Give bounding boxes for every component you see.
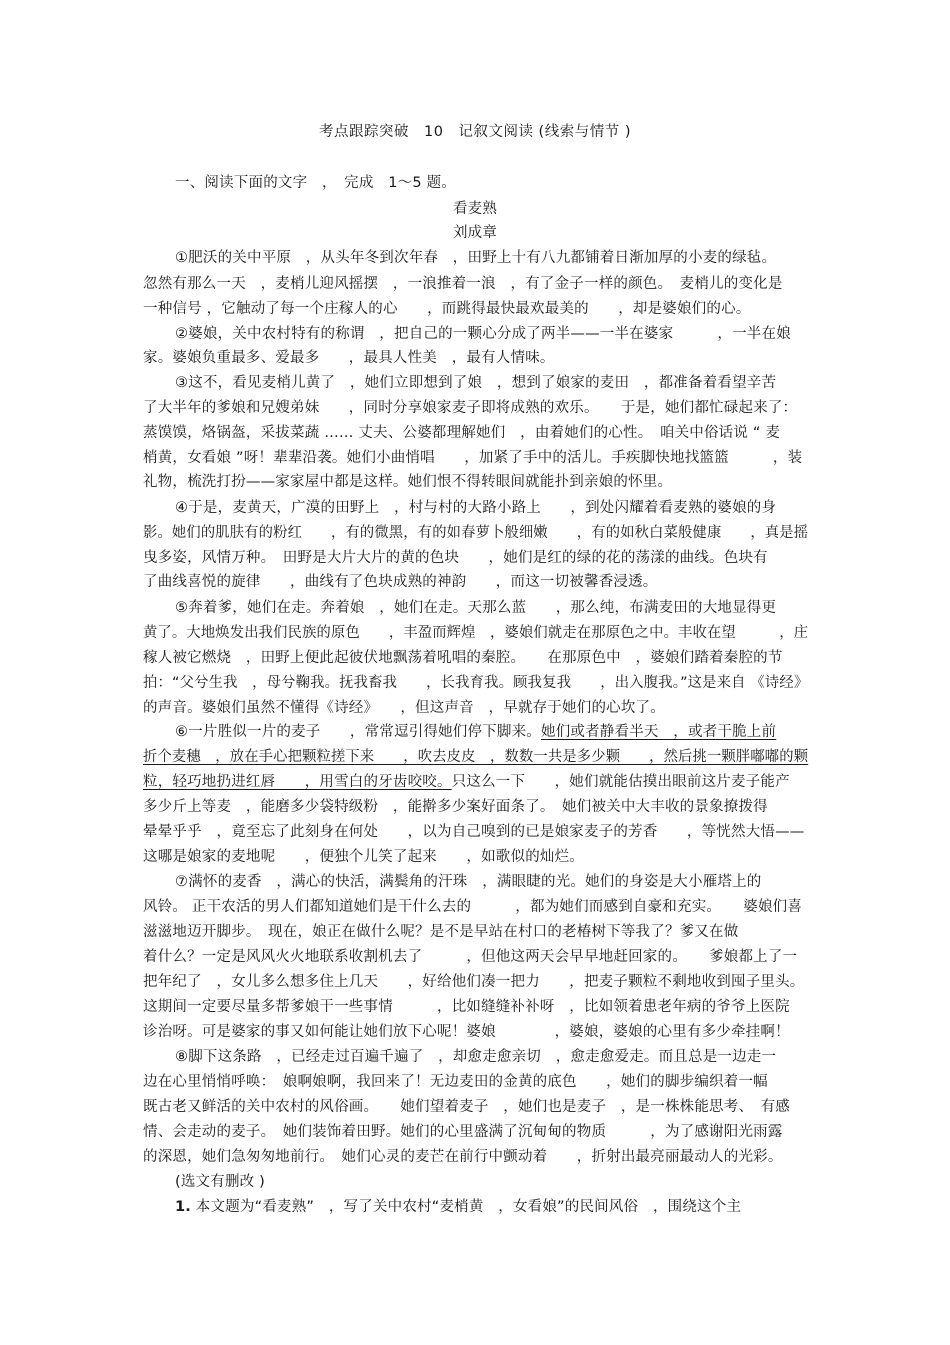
paragraph-line: ①肥沃的关中平原 ，从头年冬到次年春 ，田野上十有八九都铺着日渐加厚的小麦的绿毡。 xyxy=(175,250,777,266)
paragraph-line: 情、会走动的麦子。 她们装饰着田野。她们的心里盛满了沉甸甸的物质 ，为了感谢阳光雨露 xyxy=(143,1124,783,1140)
underlined-text: 她们或者静看半天 ，或者干脆上前 xyxy=(541,724,777,740)
section-instruction: 一、阅读下面的文字 ， 完成 1～5 题。 xyxy=(175,175,457,191)
page-title: 考点跟踪突破 10 记叙文阅读 (线索与情节 ) xyxy=(319,124,631,140)
paragraph-line: 黄了。大地焕发出我们民族的原色 ，丰盈而辉煌 ，婆娘们就走在那原色之中。丰收在望 ，庄 xyxy=(143,625,809,641)
underlined-line: 折个麦穗 ，放在手心把颗粒搓下来 ，吹去皮皮 ，数数一共是多少颗 ，然后挑一颗胖嘟嘟的颗 xyxy=(143,749,809,765)
question-text: 本文题为“看麦熟” ，写了关中农村“麦梢黄 ，女看娘”的民间风俗 ，围绕这个主 xyxy=(191,1199,742,1215)
paragraph-line: 晕晕乎乎 ，竟至忘了此刻身在何处 ，以为自己嗅到的已是娘家麦子的芳香 ，等恍然大悟—— xyxy=(143,824,805,840)
paragraph-line: 一种信号 ，它触动了每一个庄稼人的心 ，而跳得最快最欢最美的 ，却是婆娘们的心。 xyxy=(143,301,751,317)
paragraph-line: ⑦满怀的麦香 ，满心的快活，满鬓角的汗珠 ，满眼睫的光。她们的身姿是大小雁塔上的 xyxy=(175,874,762,890)
paragraph-line: 边在心里悄悄呼唤： 娘啊娘啊，我回来了！无边麦田的金黄的底色 ，她们的脚步编织着一幅 xyxy=(143,1074,768,1090)
paragraph-line: ⑤奔着爹，她们在走。奔着娘 ，她们在走。天那么蓝 ，那么纯，布满麦田的大地显得更 xyxy=(175,600,777,616)
question-1 xyxy=(175,1195,741,1216)
paragraph-line: 这期间一定要尽量多帮爹娘干一些事情 ，比如缝缝补补呀 ，比如领着患老年病的爷爷上医院 xyxy=(143,999,790,1015)
paragraph-line: 了大半年的爹娘和兄嫂弟妹 ，同时分享娘家麦子即将成熟的欢乐。 于是，她们都忙碌起来了： xyxy=(143,400,798,416)
article-title: 看麦熟 xyxy=(452,201,498,217)
paragraph-line: 多少斤上等麦 ，能磨多少袋特级粉 ，能擀多少案好面条了。 她们被关中大丰收的景象撩拨得 xyxy=(143,799,768,815)
paragraph-line: 家。婆娘负重最多、爱最多 ，最具人性美 ，最有人情味。 xyxy=(143,350,555,366)
paragraph-line: 了曲线喜悦的旋律 ，曲线有了色块成熟的神韵 ，而这一切被馨香浸透。 xyxy=(143,574,658,590)
paragraph-line: 拍：“父兮生我 ，母兮鞠我。抚我畜我 ，长我育我。顾我复我 ，出入腹我。”这是来自 《诗经》 xyxy=(143,675,809,691)
paragraph-line xyxy=(143,770,790,791)
line-text: ⑥一片胜似一片的麦子 ，常常逗引得她们停下脚来。 xyxy=(175,724,541,740)
paragraph-line: ④于是，麦黄天，广漠的田野上 ，村与村的大路小路上 ，到处闪耀着看麦熟的婆娘的身 xyxy=(175,500,777,516)
underlined-text: 粒，轻巧地扔进红唇 ，用雪白的牙齿咬咬。 xyxy=(143,774,452,790)
paragraph-line: 影。她们的肌肤有的粉红 ，有的微黑，有的如春萝卜般细嫩 ，有的如秋白菜般健康 ，真是摇 xyxy=(143,525,809,541)
source-note: (选文有删改 ) xyxy=(175,1174,266,1190)
paragraph-line xyxy=(175,720,776,741)
paragraph-line: 的声音。婆娘们虽然不懂得《诗经》 ，但这声音 ，早就存于她们的心坎了。 xyxy=(143,700,665,716)
paragraph-line: 礼物，梳洗打扮——家家屋中都是这样。她们恨不得转眼间就能扑到亲娘的怀里。 xyxy=(143,474,673,490)
paragraph-line: ②婆娘，关中农村特有的称谓 ，把自己的一颗心分成了两半——一半在婆家 ，一半在娘 xyxy=(175,326,791,342)
article-author: 刘成章 xyxy=(452,225,498,241)
paragraph-line: ③这不，看见麦梢儿黄了 ，她们立即想到了娘 ，想到了娘家的麦田 ，都准备着看望辛苦 xyxy=(175,375,777,391)
paragraph-line: 梢黄，女看娘 ”呀！辈辈沿袭。她们小曲悄唱 ，加紧了手中的活儿。手疾脚快地找篮篮 ，装 xyxy=(143,450,803,466)
paragraph-line: 着什么？一定是风风火火地联系收割机去了 ，但他这两天会早早地赶回家的。 爹娘都上了一 xyxy=(143,949,798,965)
paragraph-line: 稼人被它燃烧 ，田野上便此起彼伏地飘荡着吼唱的秦腔。 在那原色中 ，婆娘们踏着秦腔的节 xyxy=(143,650,783,666)
paragraph-line: 滋滋地迈开脚步。 现在，娘正在做什么呢？是不是早站在村口的老椿树下等我了？爹又在做 xyxy=(143,924,739,940)
paragraph-line: 诊治呀。可是婆家的事又如何能让她们放下心呢！婆娘 ，婆娘，婆娘的心里有多少牵挂啊！ xyxy=(143,1024,790,1040)
paragraph-line: 把年纪了 ，女儿多么想多住上几天 ，好给他们凑一把力 ，把麦子颗粒不剩地收到囤子里头。 xyxy=(143,974,805,990)
paragraph-line: 风铃。 正干农活的男人们都知道她们是干什么去的 ，都为她们而感到自豪和充实。 婆娘们喜 xyxy=(143,899,803,915)
question-number: 1. xyxy=(175,1199,191,1215)
paragraph-line: 曳多姿，风情万种。 田野是大片大片的黄的色块 ，她们是红的绿的花的荡漾的曲线。色块有 xyxy=(143,550,768,566)
line-text: 只这么一下 ，她们就能估摸出眼前这片麦子能产 xyxy=(451,774,790,790)
paragraph-line: 忽然有那么一天 ，麦梢儿迎风摇摆 ，一浪推着一浪 ，有了金子一样的颜色。 麦梢儿的变化是 xyxy=(143,276,783,292)
paragraph-line: 的深恩，她们急匆匆地前行。 她们心灵的麦芒在前行中颤动着 ，折射出最亮丽最动人的光彩。 xyxy=(143,1149,783,1165)
paragraph-line: 蒸馍馍，烙锅盔，采拔菜蔬 …… 丈夫、公婆都理解她们 ，由着她们的心性。 咱关中俗话说 “ 麦 xyxy=(143,425,781,441)
paragraph-line: 既古老又鲜活的关中农村的风俗画。 她们望着麦子 ，她们也是麦子 ，是一株株能思考、 有感 xyxy=(143,1099,790,1115)
paragraph-line: 这哪是娘家的麦地呢 ，便独个儿笑了起来 ，如歌似的灿烂。 xyxy=(143,849,584,865)
paragraph-line: ⑧脚下这条路 ，已经走过百遍千遍了 ，却愈走愈亲切 ，愈走愈爱走。而且总是一边走一 xyxy=(175,1049,777,1065)
